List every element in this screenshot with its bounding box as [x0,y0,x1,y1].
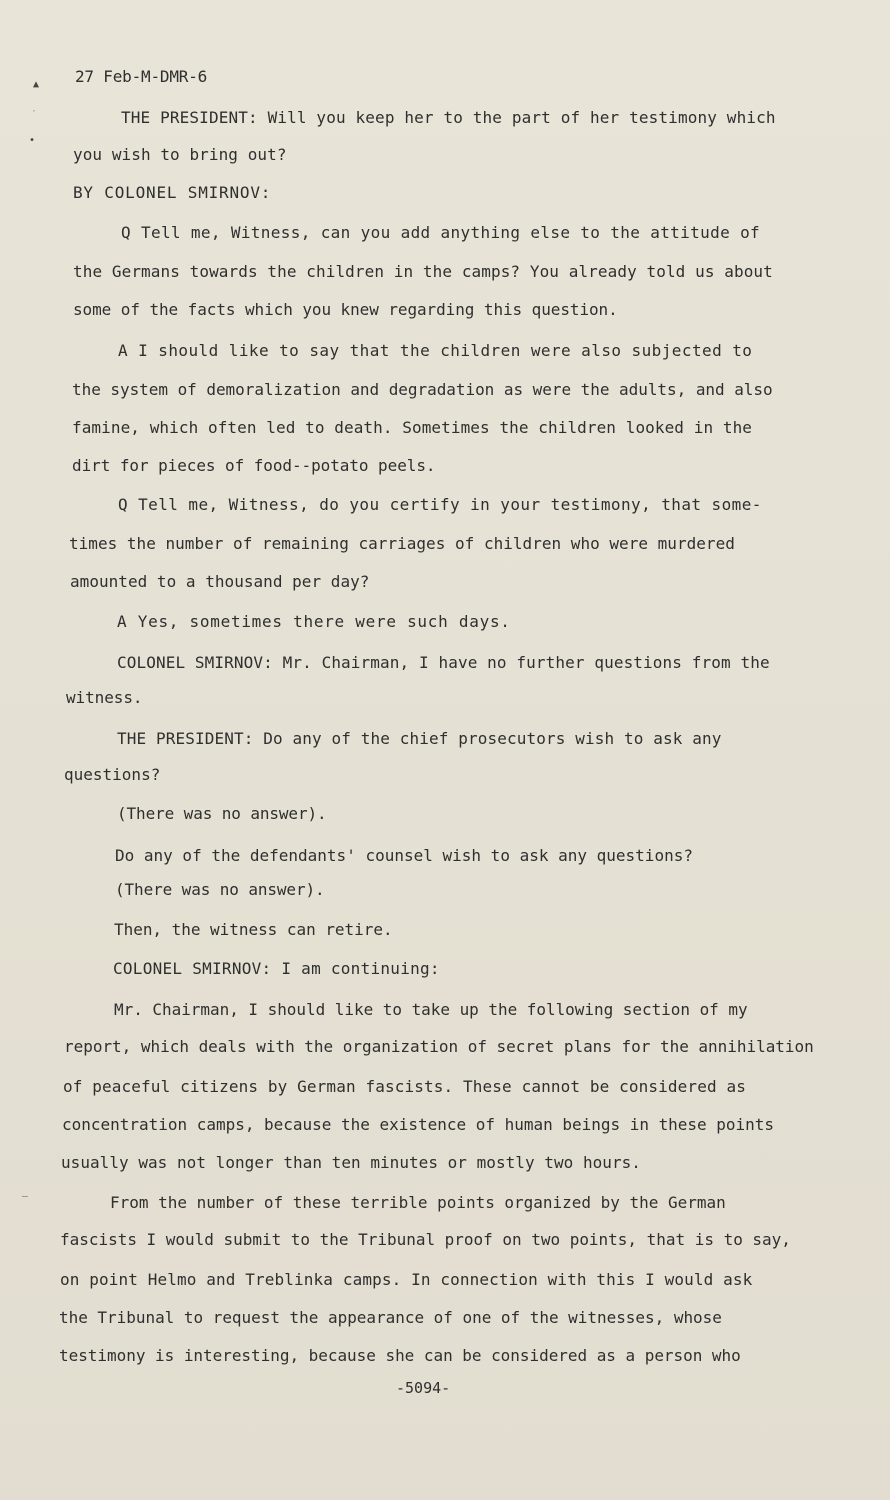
text-line: A I should like to say that the children were also subjected to [118,341,753,360]
text-line: witness. [66,688,143,707]
text-line: concentration camps, because the existence of human beings in these points [62,1115,775,1134]
text-line: Then, the witness can retire. [114,920,393,939]
text-line: Do any of the defendants' counsel wish to ask any questions? [115,846,693,865]
text-line: Q Tell me, Witness, can you add anything else to the attitude of [121,223,761,242]
text-line: testimony is interesting, because she can be considered as a person who [59,1346,741,1365]
page-number: -5094- [396,1379,451,1397]
text-line: From the number of these terrible points organized by the German [110,1193,726,1212]
text-line: times the number of remaining carriages of children who were murdered [69,534,735,553]
text-line: the Tribunal to request the appearance of one of the witnesses, whose [59,1308,722,1327]
text-line: BY COLONEL SMIRNOV: [73,183,272,202]
text-line: usually was not longer than ten minutes or mostly two hours. [61,1153,641,1172]
text-line: THE PRESIDENT: Do any of the chief prosecutors wish to ask any [117,729,722,748]
text-line: (There was no answer). [115,880,325,899]
text-line: on point Helmo and Treblinka camps. In connection with this I would ask [60,1270,753,1289]
text-line: Q Tell me, Witness, do you certify in your testimony, that some- [118,495,762,514]
text-line: you wish to bring out? [73,145,287,164]
text-line: COLONEL SMIRNOV: Mr. Chairman, I have no further questions from the [117,653,770,672]
text-line: A Yes, sometimes there were such days. [117,612,511,631]
text-line: report, which deals with the organization of secret plans for the annihilation [64,1037,814,1056]
text-line: of peaceful citizens by German fascists. These cannot be considered as [63,1077,746,1096]
text-line: COLONEL SMIRNOV: I am continuing: [113,959,440,978]
text-line: famine, which often led to death. Sometimes the children looked in the [72,418,753,437]
text-line: fascists I would submit to the Tribunal proof on two points, that is to say, [60,1230,791,1249]
text-line: questions? [64,765,161,784]
text-line: the Germans towards the children in the camps? You already told us about [73,262,773,281]
margin-mark: ▲ [33,79,40,90]
margin-mark: ′ [31,109,38,120]
text-line: amounted to a thousand per day? [70,572,370,591]
margin-mark: — [22,1191,29,1202]
text-line: some of the facts which you knew regarding this question. [73,300,618,319]
text-line: the system of demoralization and degradation as were the adults, and also [72,380,773,399]
text-line: THE PRESIDENT: Will you keep her to the part of her testimony which [121,108,776,127]
margin-mark: • [29,135,36,146]
text-line: dirt for pieces of food--potato peels. [72,456,436,475]
text-line: Mr. Chairman, I should like to take up the following section of my [114,1000,748,1019]
document-reference: 27 Feb-M-DMR-6 [75,67,208,86]
text-line: (There was no answer). [117,804,327,823]
